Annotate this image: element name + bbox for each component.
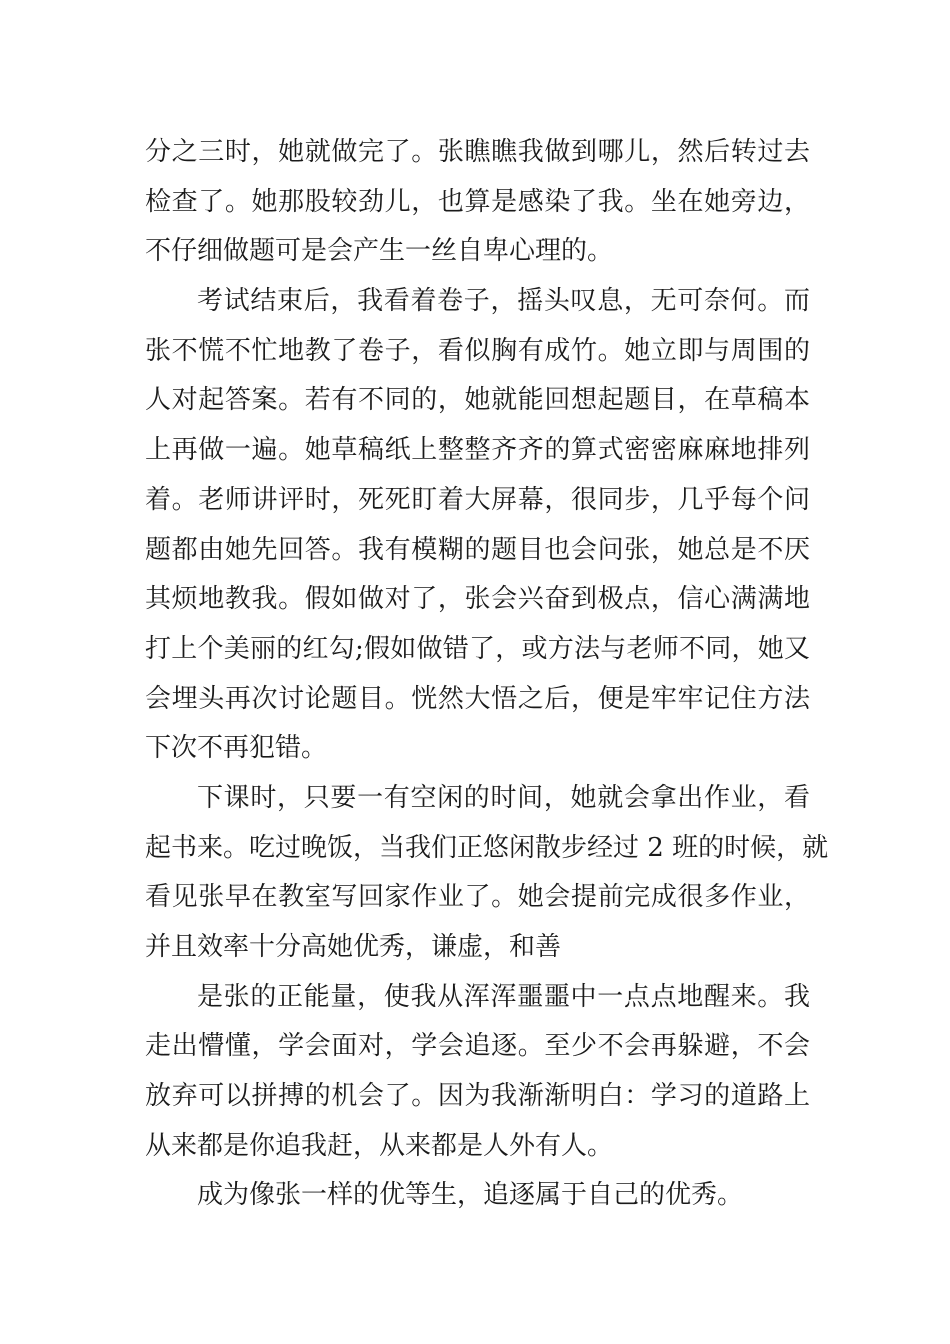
text-line: 上再做一遍。她草稿纸上整整齐齐的算式密密麻麻地排列 bbox=[145, 435, 810, 466]
text-line: 看见张早在教室写回家作业了。她会提前完成很多作业， bbox=[145, 882, 810, 913]
text-line: 是张的正能量，使我从浑浑噩噩中一点点地醒来。我 bbox=[197, 981, 810, 1012]
text-line: 会埋头再次讨论题目。恍然大悟之后，便是牢牢记住方法 bbox=[145, 683, 810, 714]
paragraph bbox=[145, 1171, 810, 1221]
text-line: 下课时，只要一有空闲的时间，她就会拿出作业，看 bbox=[197, 782, 810, 813]
text-line: 成为像张一样的优等生，追逐属于自己的优秀。 bbox=[197, 1180, 744, 1211]
text-line: 检查了。她那股较劲儿，也算是感染了我。坐在她旁边， bbox=[145, 186, 810, 217]
text-line: 并且效率十分高她优秀，谦虚，和善 bbox=[145, 932, 562, 962]
text-line: 不仔细做题可是会产生一丝自卑心理的。 bbox=[145, 236, 614, 267]
text-line: 人对起答案。若有不同的，她就能回想起题目，在草稿本 bbox=[145, 385, 810, 416]
paragraph bbox=[145, 973, 810, 1172]
text-line: 着。老师讲评时，死死盯着大屏幕，很同步，几乎每个问 bbox=[145, 484, 810, 515]
text-line: 分之三时，她就做完了。张瞧瞧我做到哪儿，然后转过去 bbox=[145, 137, 810, 167]
paragraph bbox=[145, 128, 810, 277]
text-line: 起书来。吃过晚饭，当我们正悠闲散步经过 2 班的时候，就 bbox=[145, 832, 829, 863]
document-body bbox=[145, 128, 829, 1221]
text-line: 放弃可以拼搏的机会了。因为我渐渐明白：学习的道路上 bbox=[145, 1081, 810, 1112]
text-line: 其烦地教我。假如做对了，张会兴奋到极点，信心满满地 bbox=[145, 584, 810, 615]
text-line: 题都由她先回答。我有模糊的题目也会问张，她总是不厌 bbox=[145, 534, 810, 565]
text-line: 张不慌不忙地教了卷子，看似胸有成竹。她立即与周围的 bbox=[145, 335, 810, 366]
text-line: 打上个美丽的红勾;假如做错了，或方法与老师不同，她又 bbox=[145, 633, 810, 664]
text-line: 从来都是你追我赶，从来都是人外有人。 bbox=[145, 1130, 614, 1161]
text-line: 下次不再犯错。 bbox=[145, 733, 328, 764]
paragraph bbox=[145, 774, 829, 973]
paragraph bbox=[145, 277, 810, 774]
text-line: 走出懵懂，学会面对，学会追逐。至少不会再躲避，不会 bbox=[145, 1031, 810, 1062]
text-line: 考试结束后，我看着卷子，摇头叹息，无可奈何。而 bbox=[197, 286, 810, 317]
